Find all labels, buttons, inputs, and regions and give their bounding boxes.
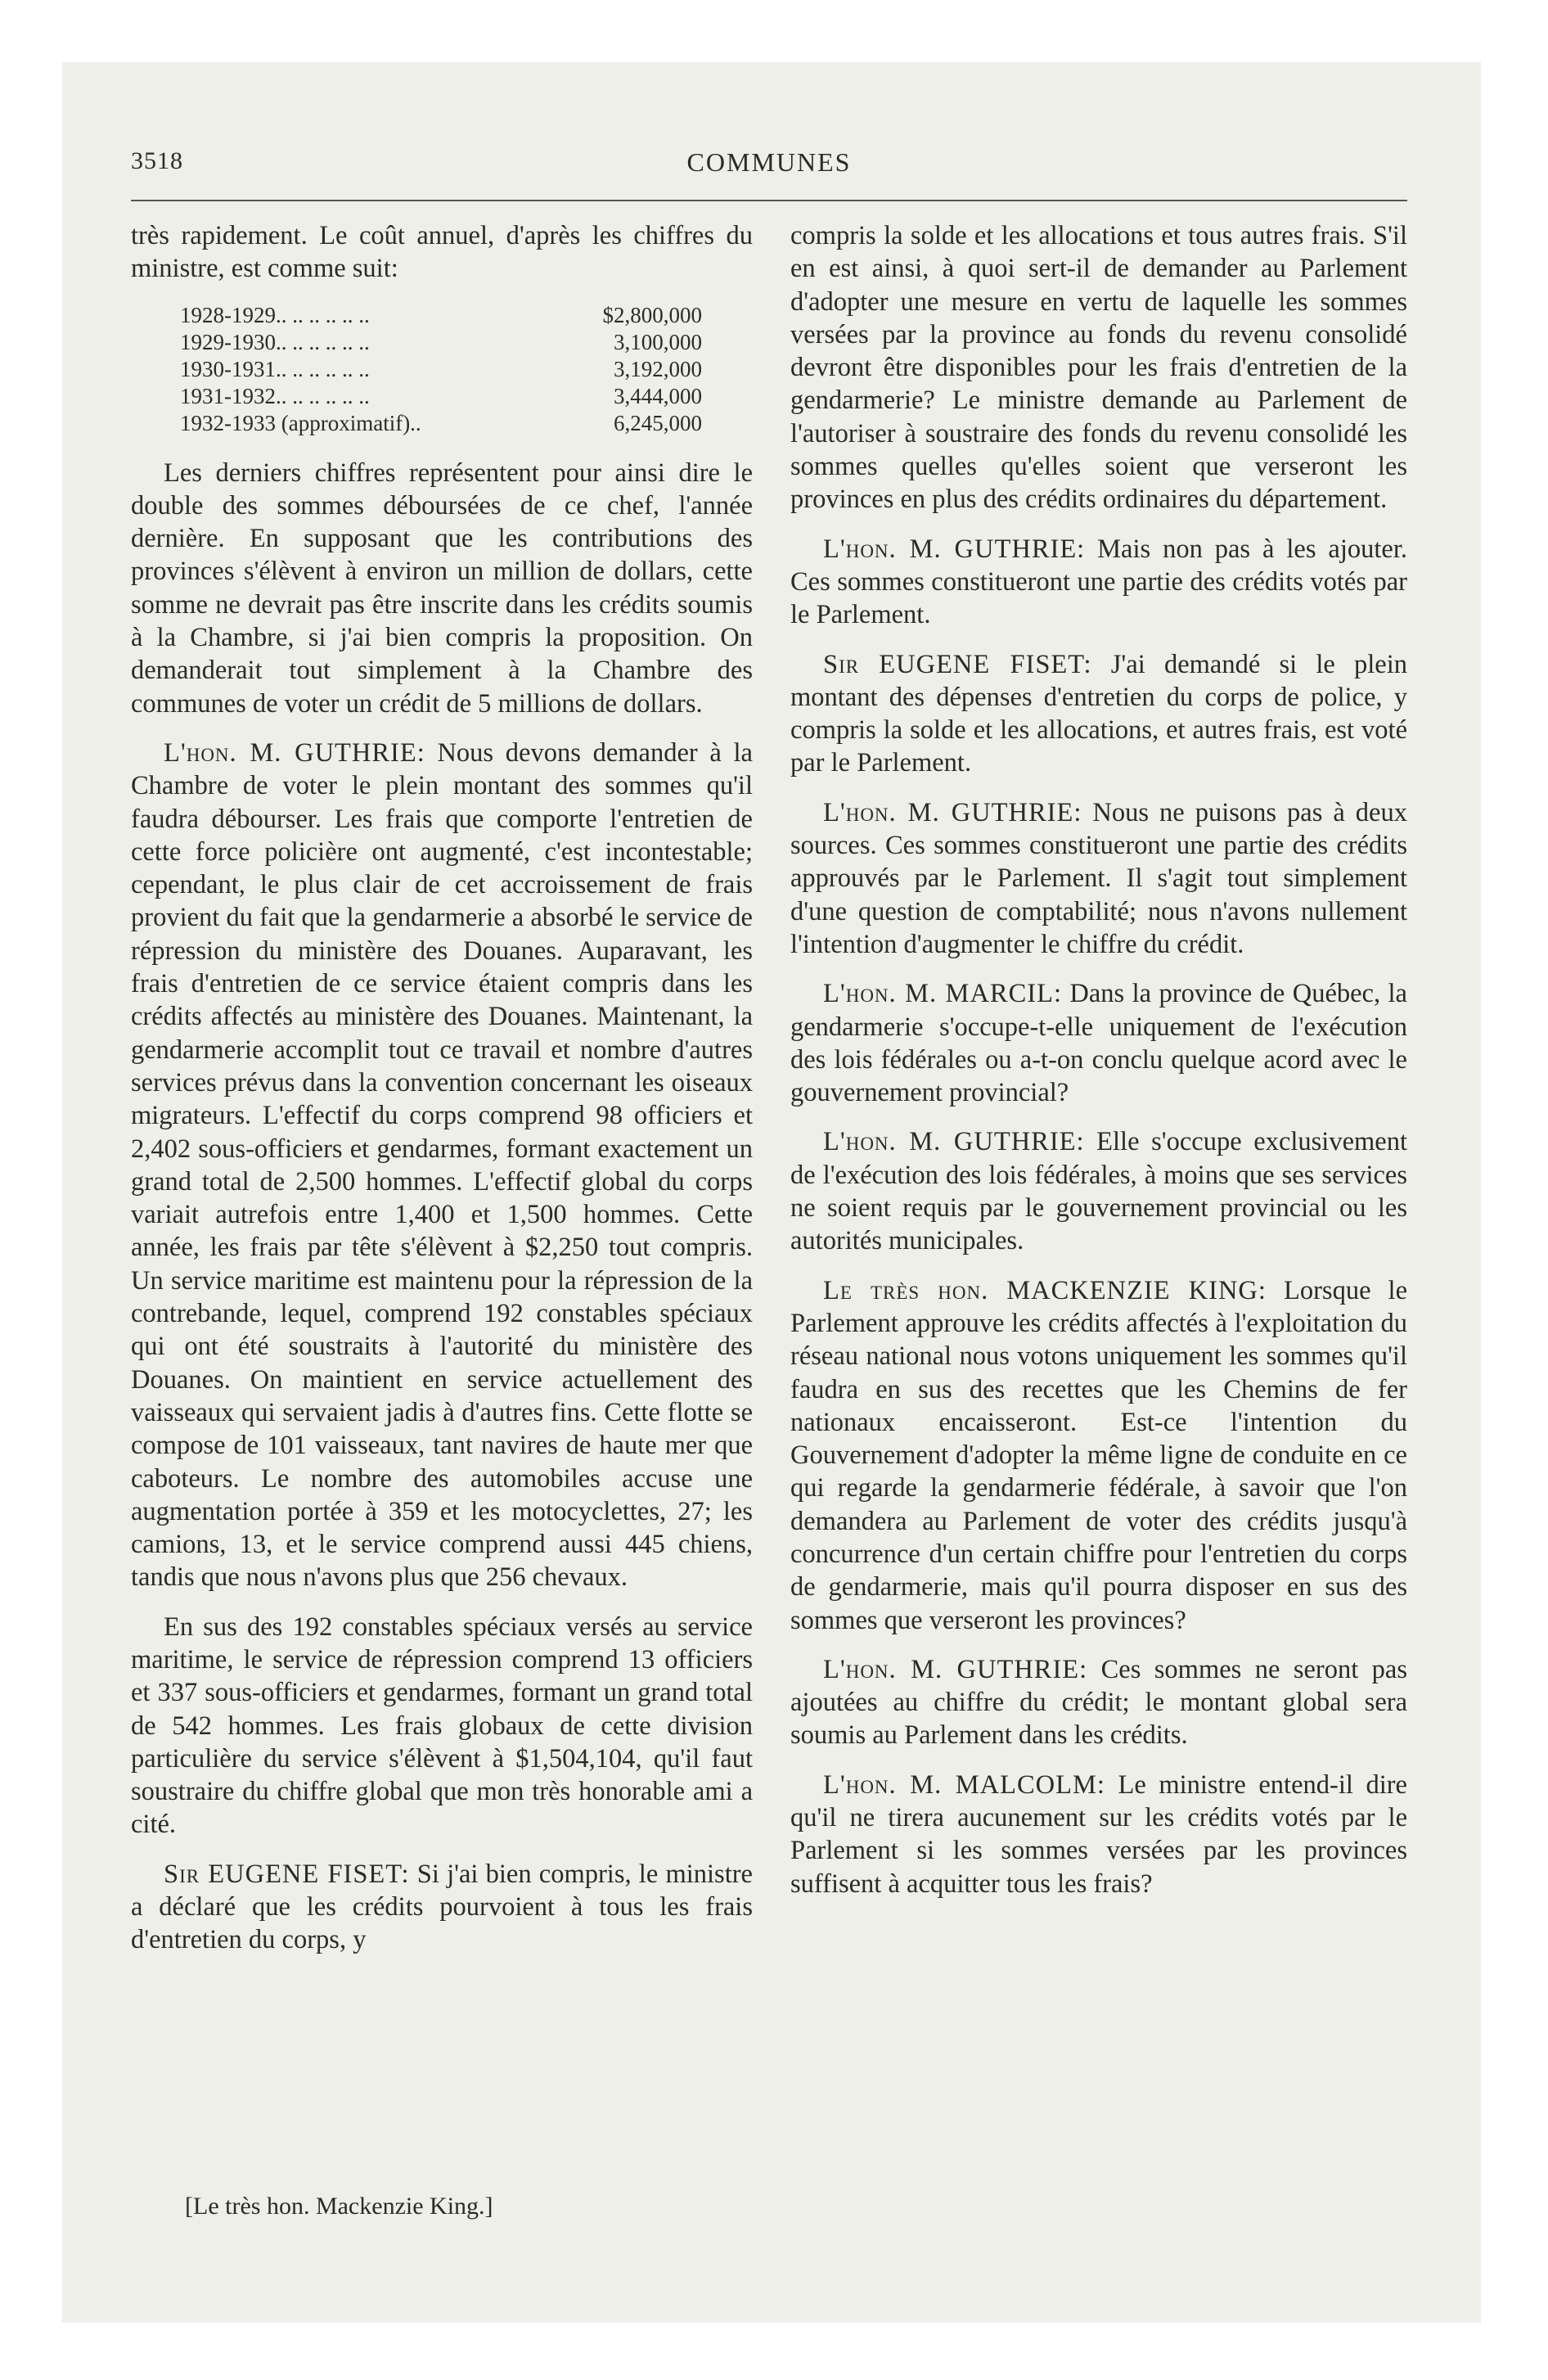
cost-amount: $2,800,000 [602, 302, 702, 327]
cost-table-row [131, 329, 753, 356]
left-column [131, 219, 753, 1973]
speech-malcolm [790, 1769, 1407, 1900]
running-title: COMMUNES [686, 147, 852, 177]
right-column [790, 219, 1407, 1917]
cost-year: 1932-1933 (approximatif).. [180, 410, 421, 435]
speaker-name: L'hon. M. GUTHRIE: [823, 534, 1086, 564]
speech-text: Lorsque le Parlement approuve les crédits affectés à l'exploitation du réseau national nous votons uniquement les sommes qu'il faudra en sus des recettes que les Chemins de fer nationaux encaisseront. Est-ce l'intention du Gouvernement d'adopter la même ligne de conduite en ce qui regarde la gendarmerie fédérale, à savoir que l'on demandera au Parlement de voter des crédits jusqu'à concurrence d'un certain chiffre pour l'entretien du corps de gendarmerie, mais qu'il pourra disposer en sus des sommes que verseront les provinces? [790, 1275, 1407, 1635]
cost-amount: 3,100,000 [614, 329, 702, 354]
speech-guthrie [131, 737, 753, 1594]
speech-text: Nous ne puisons pas à deux sources. Ces sommes constitueront une partie des crédits approuvés par le Parlement. Il s'agit tout simplement d'une question de comptabilité; nous n'avons nullement l'intention d'augmenter le chiffre du crédit. [790, 797, 1407, 959]
speaker-name: L'hon. M. GUTHRIE: [823, 1127, 1085, 1157]
cost-amount: 3,192,000 [614, 356, 702, 381]
footer-note: [Le très hon. Mackenzie King.] [185, 2193, 493, 2220]
speech-text: Le ministre entend-il dire qu'il ne tirera aucunement sur les crédits votés par le Parlement si les sommes versées par les provinces suffisent à acquitter tous les frais? [790, 1769, 1407, 1899]
paragraph-intro: très rapidement. Le coût annuel, d'après les chiffres du ministre, est comme suit: [131, 221, 753, 284]
speech-fiset [790, 648, 1407, 780]
speaker-name: L'hon. M. MALCOLM: [823, 1769, 1105, 1800]
cost-amount: 3,444,000 [614, 383, 702, 408]
page-number: 3518 [131, 147, 183, 174]
cost-year: 1931-1932.. .. .. .. .. .. [180, 383, 370, 408]
speaker-name: L'hon. M. GUTHRIE: [823, 797, 1082, 827]
speaker-name: L'hon. M. GUTHRIE: [823, 1654, 1088, 1684]
speech-text: J'ai demandé si le plein montant des dépenses d'entretien du corps de police, y compris la solde et les allocations, et autres frais, est voté par le Parlement. [790, 649, 1407, 778]
speech-fiset [131, 1858, 753, 1957]
speaker-name: L'hon. M. MARCIL: [823, 979, 1062, 1009]
speech-text: Si j'ai bien compris, le ministre a déclaré que les crédits pourvoient à tous les frais d'entretien du corps, y [131, 1859, 753, 1955]
speech-text: Mais non pas à les ajouter. Ces sommes constitueront une partie des crédits votés par le Parlement. [790, 534, 1407, 630]
speech-guthrie [790, 1125, 1407, 1257]
cost-table-row [131, 410, 753, 437]
cost-table-row [131, 356, 753, 383]
cost-year: 1928-1929.. .. .. .. .. .. [180, 302, 370, 327]
cost-amount: 6,245,000 [614, 410, 702, 435]
speaker-name: Sir EUGENE FISET: [164, 1859, 410, 1889]
cost-table-row [131, 302, 753, 329]
speech-marcil [790, 977, 1407, 1109]
speaker-name: Le très hon. MACKENZIE KING: [823, 1275, 1267, 1305]
speech-mackenzie-king [790, 1274, 1407, 1637]
paragraph: Les derniers chiffres représentent pour ainsi dire le double des sommes déboursées de ce chef, l'année dernière. En supposant que les contributions des provinces s'élèvent à environ un million de dollars, cette somme ne devrait pas être inscrite dans les crédits soumis à la Chambre, si j'ai bien compris la proposition. On demanderait tout simplement à la Chambre des communes de voter un crédit de 5 millions de dollars. [131, 458, 753, 719]
speech-text: Ces sommes ne seront pas ajoutées au chiffre du crédit; le montant global sera soumis au Parlement dans les crédits. [790, 1654, 1407, 1751]
speaker-name: L'hon. M. GUTHRIE: [164, 737, 425, 768]
paragraph-continued: compris la solde et les allocations et tous autres frais. S'il en est ainsi, à quoi sert-il de demander au Parlement d'adopter une mesure en vertu de laquelle les sommes versées par la province au fonds du revenu consolidé devront être disponibles pour les frais d'entretien de la gendarmerie? Le ministre demande au Parlement de l'autoriser à soustraire des fonds du revenu consolidé les sommes quelles qu'elles soient que verseront les provinces en plus des crédits ordinaires du département. [790, 221, 1407, 515]
speech-text: Elle s'occupe exclusivement de l'exécution des lois fédérales, à moins que ses services ne soient requis par le gouvernement provincial ou les autorités municipales. [790, 1127, 1407, 1256]
speech-text: Dans la province de Québec, la gendarmerie s'occupe-t-elle uniquement de l'exécution des lois fédérales ou a-t-on conclu quelque acord avec le gouvernement provincial? [790, 979, 1407, 1108]
header-rule [131, 200, 1407, 201]
cost-year: 1930-1931.. .. .. .. .. .. [180, 356, 370, 381]
speech-guthrie [790, 533, 1407, 632]
speech-guthrie [790, 796, 1407, 961]
speaker-name: Sir EUGENE FISET: [823, 649, 1092, 679]
speech-guthrie [790, 1653, 1407, 1752]
page-header [131, 147, 1407, 188]
cost-year: 1929-1930.. .. .. .. .. .. [180, 329, 370, 354]
paragraph: En sus des 192 constables spéciaux versés au service maritime, le service de répression comprend 13 officiers et 337 sous-officiers et gendarmes, formant un grand total de 542 hommes. Les frais globaux de cette division particulière du service s'élèvent à $1,504,104, qu'il faut soustraire du chiffre global que mon très honorable ami a cité. [131, 1611, 753, 1840]
cost-table-row [131, 383, 753, 410]
cost-table [131, 302, 753, 437]
speech-text: Nous devons demander à la Chambre de voter le plein montant des sommes qu'il faudra débourser. Les frais que comporte l'entretien de cette force policière ont augmenté, c'est incontestable; cependant, le plus clair de cet accroissement de frais provient du fait que la gendarmerie a absorbé le service de répression du ministère des Douanes. Auparavant, les frais d'entretien de ce service étaient compris dans les crédits affectés au ministère des Douanes. Maintenant, la gendarmerie accomplit tout ce travail et nombre d'autres services prévus dans la convention concernant les oiseaux migrateurs. L'effectif du corps comprend 98 officiers et 2,402 sous-officiers et gendarmes, formant exactement un grand total de 2,500 hommes. L'effectif global du corps variait autrefois entre 1,400 et 1,500 hommes. Cette année, les frais par tête s'élèvent à $2,250 tout compris. Un service maritime est maintenu pour la répression de la contrebande, lequel, comprend 192 constables spéciaux qui ont été soustraits à l'autorité du ministère des Douanes. On maintient en service actuellement des vaisseaux qui servaient jadis à d'autres fins. Cette flotte se compose de 101 vaisseaux, tant navires de haute mer que caboteurs. Le nombre des automobiles accuse une augmentation portée à 359 et les motocyclettes, 27; les camions, 13, et le service comprend aussi 445 chiens, tandis que nous n'avons plus que 256 chevaux. [131, 737, 753, 1593]
